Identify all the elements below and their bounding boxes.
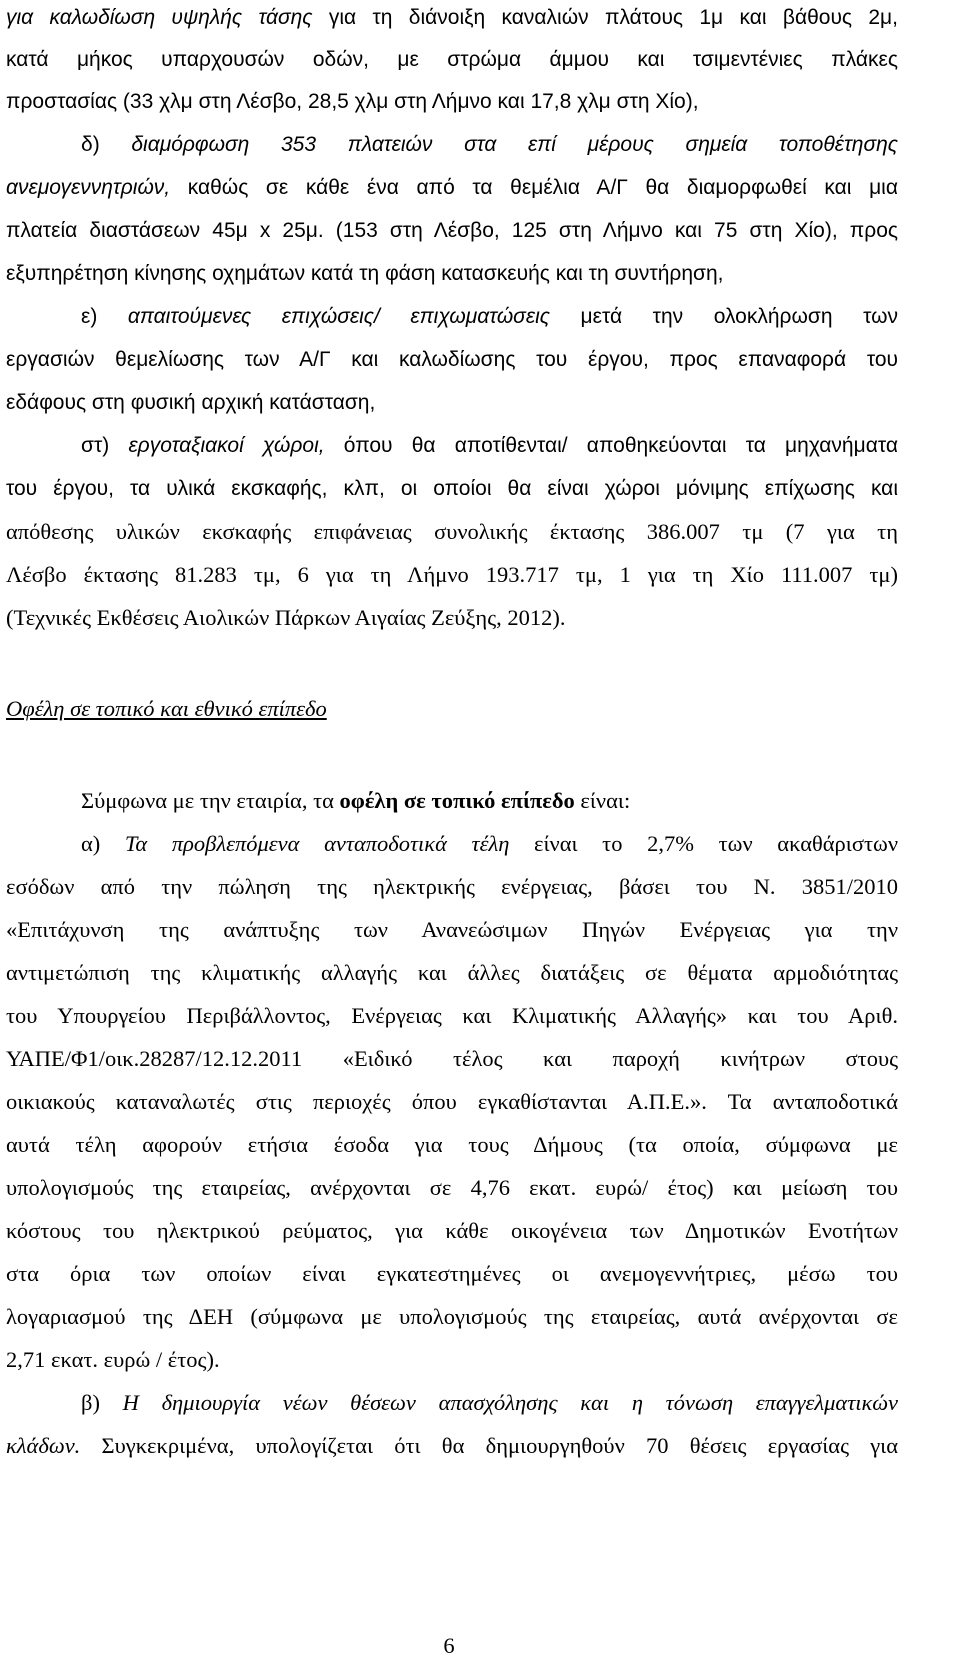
list-marker: α) [81,831,125,856]
italic-phrase: για καλωδίωση υψηλής τάσης [6,6,313,29]
text-line: αυτά τέλη αφορούν ετήσια έσοδα για τους Δήμους (τα οποία, σύμφωνα με [6,1132,898,1157]
text-line: «Επιτάχυνση της ανάπτυξης των Ανανεώσιμων Πηγών Ενέργειας για την [6,917,898,942]
text-run: Συγκεκριμένα, υπολογίζεται ότι θα δημιουργηθούν 70 θέσεις εργασίας για [80,1433,898,1458]
list-marker: β) [81,1390,123,1415]
text-line: στα όρια των οποίων είναι εγκατεστημένες οι ανεμογεννήτριες, μέσω του [6,1261,898,1286]
text-line: του Υπουργείου Περιβάλλοντος, Ενέργειας και Κλιματικής Αλλαγής» και του Αριθ. [6,1003,898,1028]
text-line: εργασιών θεμελίωσης των Α/Γ και καλωδίωσης του έργου, προς επαναφορά του [6,348,898,371]
italic-phrase: Τα προβλεπόμενα ανταποδοτικά τέλη [124,831,510,856]
text-line: κόστους του ηλεκτρικού ρεύματος, για κάθε οικογένεια των Δημοτικών Ενοτήτων [6,1218,898,1243]
text-line: κατά μήκος υπαρχουσών οδών, με στρώμα άμμου και τσιμεντένιες πλάκες [6,48,898,71]
text-line: 2,71 εκατ. ευρώ / έτος). [6,1347,220,1372]
bold-phrase: οφέλη σε τοπικό επίπεδο [339,788,575,813]
text-run: μετά την ολοκλήρωση των [549,305,898,328]
text-line [81,432,898,460]
italic-phrase: κλάδων. [6,1433,81,1458]
text-line: οικιακούς καταναλωτές στις περιοχές όπου εγκαθίστανται Α.Π.Ε.». Τα ανταποδοτικά [6,1089,898,1114]
italic-phrase: ανεμογεννητριών, [6,176,171,199]
italic-phrase: διαμόρφωση 353 πλατειών στα επί μέρους σημεία τοποθέτησης [131,133,898,156]
text-line [81,1389,898,1417]
text-line: εσόδων από την πώληση της ηλεκτρικής ενέργειας, βάσει του Ν. 3851/2010 [6,874,898,899]
italic-phrase: εργοταξιακοί χώροι, [128,434,325,457]
text-line: εξυπηρέτηση κίνησης οχημάτων κατά τη φάση κατασκευής και τη συντήρηση, [6,262,724,285]
section-heading: Οφέλη σε τοπικό και εθνικό επίπεδο [6,696,327,721]
text-run: όπου θα αποτίθενται/ αποθηκεύονται τα μηχανήματα [324,434,898,457]
text-line: προστασίας (33 χλμ στη Λέσβο, 28,5 χλμ στη Λήμνο και 17,8 χλμ στη Χίο), [6,90,699,113]
italic-phrase: Η δημιουργία νέων θέσεων απασχόλησης και η τόνωση επαγγελματικών [122,1390,898,1415]
text-run: είναι το 2,7% των ακαθάριστων [509,831,898,856]
text-run: για τη διάνοιξη καναλιών πλάτους 1μ και βάθους 2μ, [312,6,898,29]
text-line: υπολογισμούς της εταιρείας, ανέρχονται σε 4,76 εκατ. ευρώ/ έτος) και μείωση του [6,1175,898,1200]
text-line: ΥΑΠΕ/Φ1/οικ.28287/12.12.2011 «Ειδικό τέλος και παροχή κινήτρων στους [6,1046,898,1071]
text-line [6,1432,898,1460]
text-line [6,4,898,32]
text-line: πλατεία διαστάσεων 45μ x 25μ. (153 στη Λέσβο, 125 στη Λήμνο και 75 στη Χίο), προς [6,219,898,242]
text-line: εδάφους στη φυσική αρχική κατάσταση, [6,391,376,414]
list-marker: στ) [81,434,129,457]
list-marker: δ) [81,133,132,156]
text-line [81,787,898,815]
text-line: του έργου, τα υλικά εκσκαφής, κλπ, οι οποίοι θα είναι χώροι μόνιμης επίχωσης και [6,477,898,500]
list-marker: ε) [81,305,128,328]
italic-phrase: απαιτούμενες επιχώσεις/ επιχωματώσεις [127,305,550,328]
text-run: είναι: [574,788,631,813]
text-line [81,830,898,858]
text-line: Λέσβο έκτασης 81.283 τμ, 6 για τη Λήμνο 193.717 τμ, 1 για τη Χίο 111.007 τμ) [6,562,898,587]
text-line [6,174,898,202]
text-line [81,303,898,331]
text-run: καθώς σε κάθε ένα από τα θεμέλια Α/Γ θα διαμορφωθεί και μια [170,176,898,199]
text-line: αντιμετώπιση της κλιματικής αλλαγής και άλλες διατάξεις σε θέματα αρμοδιότητας [6,960,898,985]
text-line: λογαριασμού της ΔΕΗ (σύμφωνα με υπολογισμούς της εταιρείας, αυτά ανέρχονται σε [6,1304,898,1329]
text-line: απόθεσης υλικών εκσκαφής επιφάνειας συνολικής έκτασης 386.007 τμ (7 για τη [6,519,898,544]
text-line [81,131,898,159]
text-run: Σύμφωνα με την εταιρία, τα [81,788,340,813]
page-number: 6 [443,1633,455,1658]
text-line: (Τεχνικές Εκθέσεις Αιολικών Πάρκων Αιγαίας Ζεύξης, 2012). [6,605,566,630]
